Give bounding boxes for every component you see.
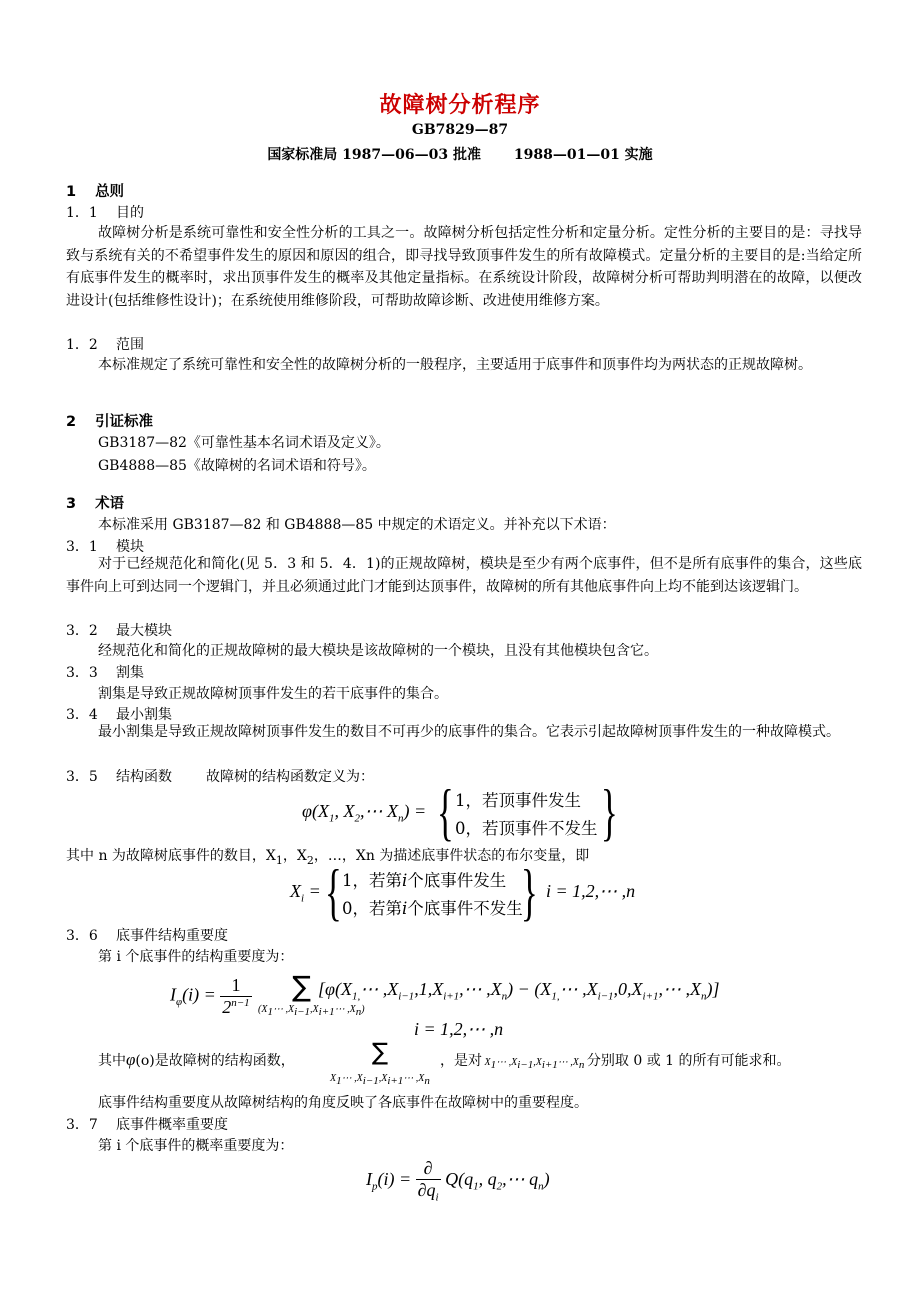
section-3-6-where-tail: ，是对 $X_1\cdots$ $,X_{i-1},X_{i+1}\cdots$ $,X_n$ 分别取 0 或 1 的所有可能求和。	[440, 1053, 791, 1071]
where-sigma-index: $X_1\cdots$ $,X_{i-1},X_{i+1}\cdots$ $,X_n$	[330, 1073, 430, 1087]
section-2-heading: 2 引证标准	[66, 414, 154, 430]
section-3-5-heading: 3．5 结构函数 故障树的结构函数定义为：	[66, 769, 374, 785]
section-3-7-heading: 3．7 底事件概率重要度	[66, 1117, 228, 1133]
equation-left-brace: {	[436, 776, 454, 847]
equation-xi-right-brace: }	[520, 856, 538, 927]
section-3-2-heading: 3．2 最大模块	[66, 623, 172, 639]
equation-probability-importance: $I_p(i)$ = $\frac{\partial}{\partial q_i}$ $Q(q_1$, $q_2,\cdots$ $q_n$)	[366, 1158, 550, 1204]
equation-sigma: ∑	[292, 970, 311, 1003]
approval-line	[0, 144, 920, 164]
equation-structural-importance: $I_\varphi(i)$ = $\frac{1}{2^{n-1}}$	[170, 975, 250, 1017]
section-3-6-where: 其中φ(o)是故障树的结构函数，	[98, 1050, 295, 1069]
reference-2: GB4888—85《故障树的名词术语和符号》。	[98, 458, 376, 474]
equation-sum-index: ($X_1\cdots$ $,X_{i-1},X_{i+1}\cdots$ $,X_n$)	[258, 1004, 365, 1018]
equation-i-range: i = 1,2,⋯ ,n	[414, 1019, 504, 1039]
section-3-heading: 3 术语	[66, 496, 125, 512]
section-3-4-text: 最小割集是导致正规故障树顶事件发生的数目不可再少的底事件的集合。它表示引起故障树顶事件发生的一种故障模式。	[98, 724, 840, 740]
equation-sum-body: [$\varphi(X_{1,}\cdots$ $,X_{i-1},1,X_{i+1},\cdots$ $,X_n$) − ($X_{1,}\cdots$ $,X_{i-1},0,X_{i+1},\cdots$ $,X_n$)]	[318, 979, 720, 1003]
where-text: 其中 n 为故障树底事件的数目，$X_1$，$X_2$，…，Xn 为描述底事件状态的布尔变量，即	[66, 848, 590, 867]
section-3-4-heading: 3．4 最小割集	[66, 707, 172, 723]
equation-xi-lhs: $X_i$ =	[290, 881, 321, 905]
equation-xi-case-1: 1，若第i个底事件发生	[342, 871, 507, 890]
section-1-1-heading: 1．1 目的	[66, 205, 144, 221]
where-sigma: ∑	[372, 1038, 389, 1066]
standard-code: GB7829—87	[411, 122, 509, 138]
equation-right-brace: }	[600, 776, 618, 847]
section-3-6-text: 第 i 个底事件的结构重要度为：	[98, 949, 294, 965]
section-3-intro: 本标准采用 GB3187—82 和 GB4888—85 中规定的术语定义。并补充以下术语：	[98, 517, 616, 533]
document-title: 故障树分析程序	[379, 93, 541, 118]
section-1-2-text: 本标准规定了系统可靠性和安全性的故障树分析的一般程序，主要适用于底事件和顶事件均为两状态的正规故障树。	[98, 357, 812, 373]
section-3-6-heading: 3．6 底事件结构重要度	[66, 928, 228, 944]
approval-date: 国家标准局 1987—06—03 批准	[267, 147, 481, 163]
equation-case-1: 1，若顶事件发生	[455, 791, 581, 810]
equation-case-2: 0，若顶事件不发生	[455, 819, 598, 838]
section-3-6-text2: 底事件结构重要度从故障树结构的角度反映了各底事件在故障树中的重要程度。	[98, 1095, 588, 1111]
equation-xi-left-brace: {	[324, 856, 342, 927]
section-3-1-heading: 3．1 模块	[66, 539, 144, 555]
section-1-heading: 1 总则	[66, 184, 125, 200]
section-3-2-text: 经规范化和简化的正规故障树的最大模块是该故障树的一个模块，且没有其他模块包含它。	[98, 643, 658, 659]
reference-1: GB3187—82《可靠性基本名词术语及定义》。	[98, 435, 390, 451]
section-1-2-heading: 1．2 范围	[66, 337, 144, 353]
section-3-1-text: 对于已经规范化和简化(见 5．3 和 5．4．1)的正规故障树，模块是至少有两个底事件，但不是所有底事件的集合，这些底事件向上可到达同一个逻辑门，并且必须通过此门才能到达顶事件，故障树的所有其他底事件向上均不能到达该逻辑门。	[66, 556, 862, 595]
section-3-3-text: 割集是导致正规故障树顶事件发生的若干底事件的集合。	[98, 686, 448, 702]
effective-date: 1988—01—01 实施	[513, 147, 653, 163]
section-1-1-text: 故障树分析是系统可靠性和安全性分析的工具之一。故障树分析包括定性分析和定量分析。定性分析的主要目的是：寻找导致与系统有关的不希望事件发生的原因和原因的组合，即寻找导致顶事件发生的所有故障模式。定量分析的主要目的是:当给定所有底事件发生的概率时，求出顶事件发生的概率及其他定量指标。在系统设计阶段，故障树分析可帮助判明潜在的故障，以便改进设计(包括维修性设计)；在系统使用维修阶段，可帮助故障诊断、改进使用维修方案。	[66, 225, 862, 309]
section-3-3-heading: 3．3 割集	[66, 665, 144, 681]
equation-xi-case-2: 0，若第i个底事件不发生	[342, 899, 523, 918]
section-3-7-text: 第 i 个底事件的概率重要度为：	[98, 1138, 294, 1154]
equation-structure-function-lhs: $\varphi(X_1$, $X_2,\cdots$ $X_n$) =	[302, 801, 427, 825]
equation-xi-range: i = 1,2,⋯ ,n	[546, 881, 636, 901]
